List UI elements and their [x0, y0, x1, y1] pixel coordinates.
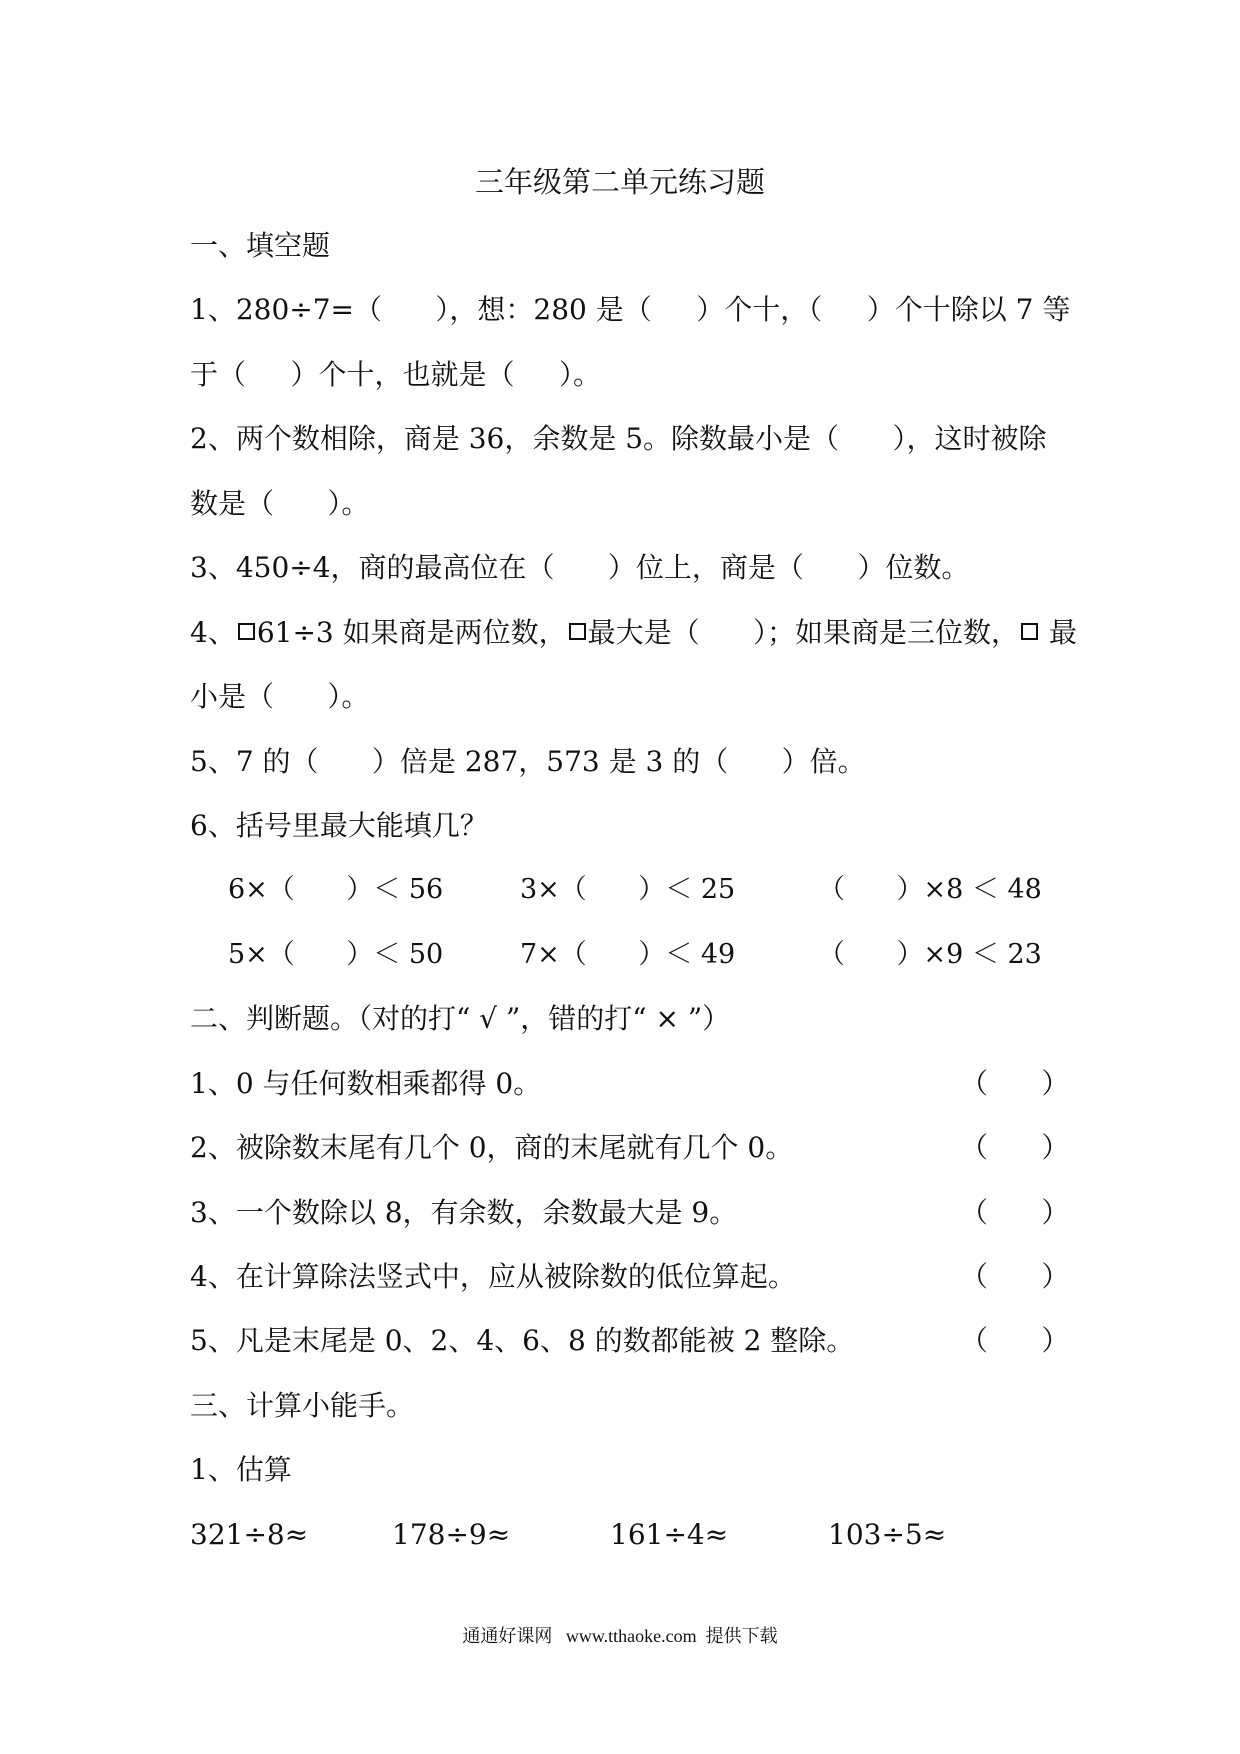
q6-item: （ ）×9 ＜ 23: [818, 939, 1042, 970]
question-2-line-2: 数是（ ）。: [190, 487, 370, 520]
question-2-line-1: 2、两个数相除，商是 36，余数是 5。除数最小是（ ），这时被除: [190, 422, 1047, 455]
question-5: 5、7 的（ ）倍是 287，573 是 3 的（ ）倍。: [190, 745, 866, 778]
blank-square-icon: [1021, 623, 1038, 640]
question-1-line-1: 1、280÷7=（ ），想：280 是（ ）个十，（ ）个十除以 7 等: [190, 293, 1071, 326]
estimate-item: 178÷9≈: [392, 1518, 511, 1551]
answer-blank: （ ）: [960, 1324, 1070, 1357]
judge-item-2: 2、被除数末尾有几个 0，商的末尾就有几个 0。: [190, 1131, 794, 1164]
section2-heading: 二、判断题。（对的打“ √ ”，错的打“ × ”）: [190, 1002, 731, 1035]
answer-blank: （ ）: [960, 1260, 1070, 1293]
answer-blank: （ ）: [960, 1131, 1070, 1164]
judge-item-4: 4、在计算除法竖式中，应从被除数的低位算起。: [190, 1260, 796, 1293]
question-4-part-3: 最: [1040, 616, 1077, 649]
section1-heading: 一、填空题: [190, 229, 331, 262]
judge-item-5: 5、凡是末尾是 0、2、4、6、8 的数都能被 2 整除。: [190, 1324, 855, 1357]
section3-heading: 三、计算小能手。: [190, 1389, 415, 1422]
page-title: 三年级第二单元练习题: [474, 165, 765, 199]
question-4-prefix: 4、: [190, 616, 236, 649]
q6-item: 3×（ ）＜ 25: [520, 874, 736, 905]
question-4-line-2: 小是（ ）。: [190, 680, 370, 713]
question-4-part-2: 最大是（ ）；如果商是三位数，: [587, 616, 1020, 649]
estimate-item: 321÷8≈: [190, 1518, 309, 1551]
q6-item: 5×（ ）＜ 50: [228, 939, 444, 970]
judge-item-3: 3、一个数除以 8，有余数，余数最大是 9。: [190, 1196, 738, 1229]
estimate-subheading: 1、估算: [190, 1453, 292, 1486]
estimate-item: 161÷4≈: [610, 1518, 729, 1551]
question-1-line-2: 于（ ）个十，也就是（ ）。: [190, 358, 602, 391]
blank-square-icon: [569, 623, 586, 640]
estimate-item: 103÷5≈: [828, 1518, 947, 1551]
judge-item-1: 1、0 与任何数相乘都得 0。: [190, 1067, 542, 1100]
question-3: 3、450÷4，商的最高位在（ ）位上，商是（ ）位数。: [190, 551, 970, 584]
blank-square-icon: [238, 623, 255, 640]
answer-blank: （ ）: [960, 1196, 1070, 1229]
answer-blank: （ ）: [960, 1067, 1070, 1100]
footer-credit: 通通好课网 www.tthaoke.com 提供下载: [462, 1626, 778, 1646]
question-6: 6、括号里最大能填几？: [190, 809, 488, 842]
q6-item: （ ）×8 ＜ 48: [818, 874, 1042, 905]
question-4-line-1: [190, 613, 1077, 653]
q6-item: 7×（ ）＜ 49: [520, 939, 736, 970]
q6-item: 6×（ ）＜ 56: [228, 874, 444, 905]
question-4-part-1: 61÷3 如果商是两位数，: [256, 616, 567, 649]
